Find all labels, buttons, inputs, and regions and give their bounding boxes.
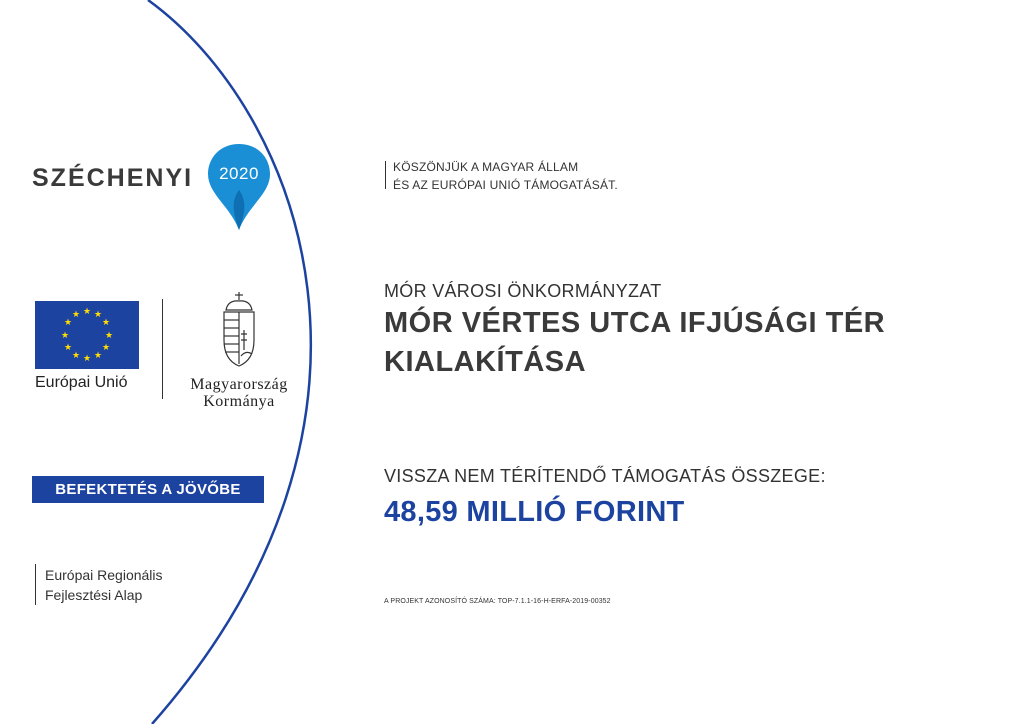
beneficiary: MÓR VÁROSI ÖNKORMÁNYZAT [384,281,662,301]
svg-text:★: ★ [93,351,103,361]
government-line2: Kormánya [203,393,275,410]
project-title-line1: MÓR VÉRTES UTCA IFJÚSÁGI TÉR [384,307,886,339]
svg-text:★: ★ [63,343,73,353]
svg-text:★: ★ [101,318,111,328]
eu-label: Európai Unió [35,374,128,391]
invest-banner: BEFEKTETÉS A JÖVŐBE [32,476,264,503]
svg-text:★: ★ [60,331,70,341]
svg-text:★: ★ [104,331,114,341]
svg-text:★: ★ [63,318,73,328]
eu-stars-icon [35,301,139,369]
svg-text:★: ★ [71,351,81,361]
eu-flag [35,301,139,369]
thanks-line1: KÖSZÖNJÜK A MAGYAR ÁLLAM [393,160,579,174]
project-title-line2: KIALAKÍTÁSA [384,346,587,378]
svg-text:★: ★ [71,310,81,320]
svg-text:★: ★ [82,307,92,317]
map-pin-icon [204,140,274,232]
government-line1: Magyarország [190,376,288,393]
logo-divider [162,299,163,399]
svg-text:★: ★ [82,354,92,364]
fund-line1: Európai Regionális [45,567,163,583]
support-amount: 48,59 MILLIÓ FORINT [384,496,685,528]
project-id: A PROJEKT AZONOSÍTÓ SZÁMA: TOP-7.1.1-16-H-ERFA-2019-00352 [384,598,611,605]
fund-bar [35,564,36,605]
szechenyi-2020-logo [32,140,282,235]
thanks-bar [385,161,386,189]
svg-text:★: ★ [101,343,111,353]
szechenyi-year: 2020 [219,164,259,183]
szechenyi-name: SZÉCHENYI [32,164,194,192]
svg-text:★: ★ [93,310,103,320]
thanks-line2: ÉS AZ EURÓPAI UNIÓ TÁMOGATÁSÁT. [393,178,618,192]
coat-of-arms-icon [216,290,262,370]
fund-line2: Fejlesztési Alap [45,587,143,603]
support-label: VISSZA NEM TÉRÍTENDŐ TÁMOGATÁS ÖSSZEGE: [384,466,826,486]
